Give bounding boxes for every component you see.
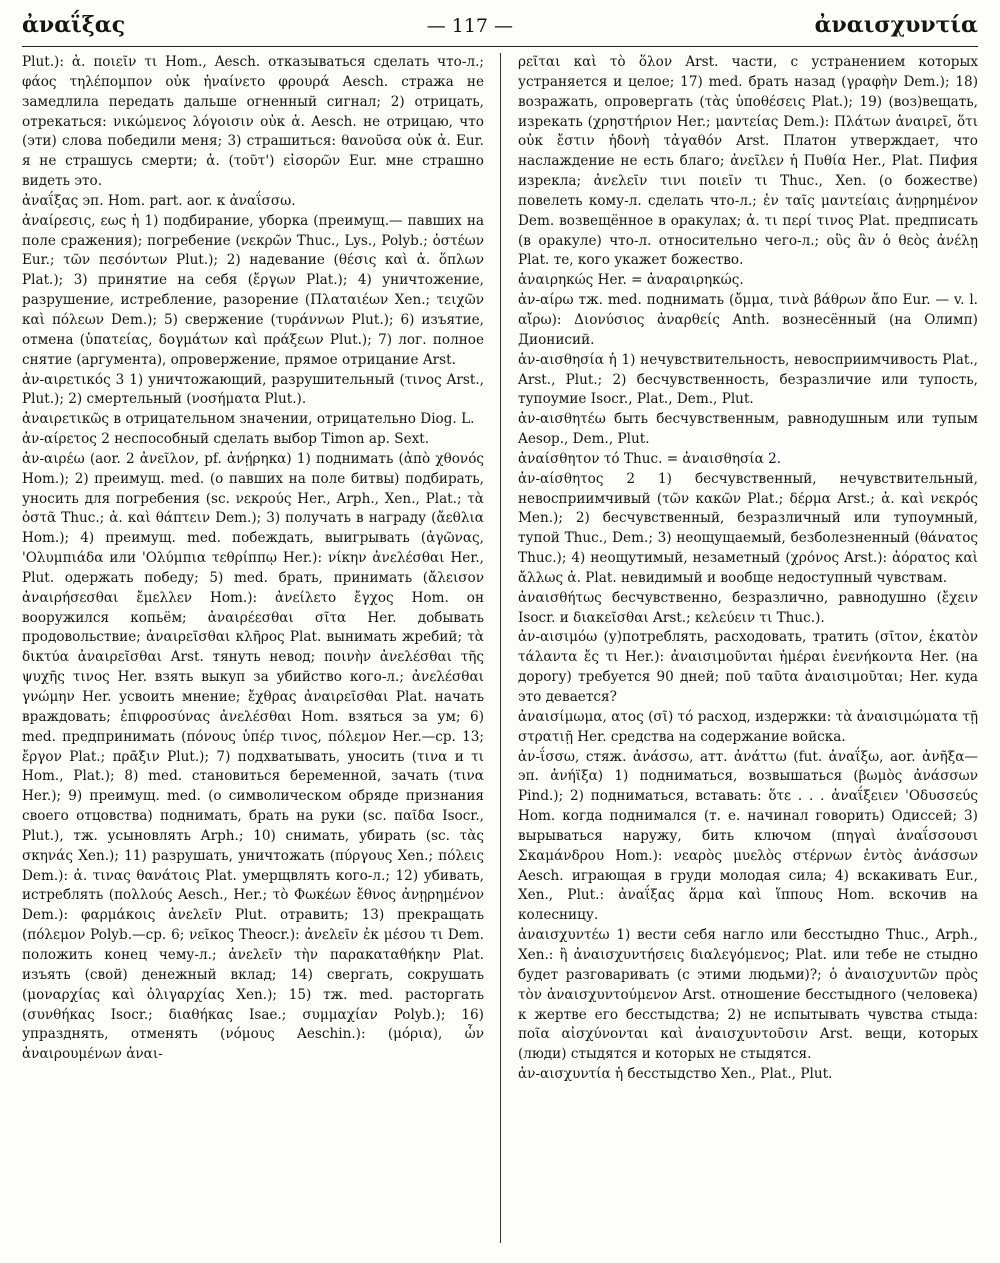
left-column [22,53,488,1243]
entry-anaireo: ἀν-αιρέω (aor. 2 ἀνεῖλον, pf. ἀνῄρηκα) 1) поднимать (ἀπὸ χθονός Hom.); 2) преимущ. med. (о павших на поле битвы) подбирать, уносить для погребения (sc. νεκρούς Her., Arph., Xen., Plat.; τὰ ὀστᾶ Thuc.; ἀ. καὶ θάπτειν Dem.); 3) получать в награду (ἄεθλια Hom.); 4) преимущ. med. побеждать, выигрывать (ἀγῶνας, 'Ολυμπιάδα или 'Ολύμπια τεθρίππῳ Her.): νίκην ἀνελέσθαι Her., Plut. одержать победу; 5) med. брать, принимать (ἄλεισον ἀναιρήσεσθαι ἔμελλεν Hom.): ἀνείλετο ἔγχος Hom. он вооружился копьём; ἀναιρέεσθαι σῖτα Her. добывать продовольствие; ἀναιρεῖσθαι κλῆρος Plat. вынимать жребий; τὰ δικτύα ἀναιρεῖσθαι Arst. тянуть невод; ποινὴν ἀνελέσθαι τῆς ψυχῆς τινος Her. взять выкуп за убийство кого-л.; ἀνελέσθαι γνώμην Her. усвоить мнение; ἔχθρας ἀναιρεῖσθαι Plat. начать враждовать; ἐπιφροσύνας ἀνελέσθαι Hom. взяться за ум; 6) med. предпринимать (πόνους ὑπέρ τινος, πόλεμον Her.—ср. 13; ἔργον Plat.; πρᾶξιν Plut.); 7) подхватывать, уносить (τινα и τι Hom., Plat.); 8) med. становиться беременной, зачать (τινα Her.); 9) преимущ. med. (о символическом обряде признания своего отцовства) поднимать, брать на руки (sc. παῖδα Isocr., Plut.), тж. усыновлять Arph.; 10) снимать, убирать (sc. τὰς σκηνάς Xen.); 11) разрушать, уничтожать (πύργους Xen.; πόλεις Dem.): ἀ. τινας θανάτοις Plat. умерщвлять кого-л.; 12) убивать, истреблять (πολλούς Aesch., Her.; τὸ Φωκέων ἔθνος ἀνῃρημένον Dem.): φαρμάκοις ἀνελεῖν Plut. отравить; 13) прекращать (πόλεμον Polyb.—ср. 6; νεῖκος Theocr.): ἀνελεῖν ἐκ μέσου τι Dem. положить конец чему-л.; ἀνελεῖν τὴν παρακαταθήκην Plat. изъять (свой) денежный вклад; 14) свергать, сокрушать (μοναρχίας καὶ ὀλιγαρχίας Xen.); 15) тж. med. расторгать (συνθήκας Isocr.; διαθήκας Isae.; συμμαχίαν Polyb.); 16) упразднять, отменять (νόμους Aeschin.): (μόρια), ὧν ἀναιρουμένων ἀναι- [22,450,484,1063]
entry-anaischuntia: ἀν-αισχυντία ἡ бесстыдство Xen., Plat., Plut. [518,1066,833,1083]
entry-anairo: ἀν-αίρω тж. med. поднимать (ὄμμα, τινὰ βάθρων ἄπο Eur. — v. l. αἴρω): Διονύσιος ἀναρθείς Anth. вознесённый (на Олимп) Дионисий. [518,292,978,348]
entry-continuation: Plut.): ἀ. ποιεῖν τι Hom., Aesch. отказываться сделать что-л.; φάος τηλέπομπον οὐκ ἠναίνετο φρουρά Aesch. стража не замедлила передать дальше огненный сигнал; 2) отрицать, отрекаться: νικώμενος λόγοισιν οὐκ ἀ. Aesch. не отрицаю, что (эти) слова победили меня; 3) страшиться: θανοῦσα οὐκ ἀ. Eur. я не страшусь смерти; ἀ. (τοῦτ') εἰσορῶν Eur. мне страшно видеть это. [22,54,484,190]
entry-anaisthesia: ἀν-αισθησία ἡ 1) нечувствительность, невосприимчивость Plat., Arst., Plut.; 2) бесчувственность, безразличие или тупость, тупоумие Isocr., Plat., Dem., Plut. [518,351,978,408]
right-column [512,53,978,1243]
left-running-headword: ἀναΐξας [22,12,126,38]
entry-anairetikos: ἀν-αιρετικός 3 1) уничтожающий, разрушительный (τινος Arst., Plut.); 2) смертельный (νοσήματα Plut.). [22,371,484,408]
entry-anaixas: ἀναΐξας эп. Hom. part. aor. к ἀναΐσσω. [22,192,296,209]
entry-anaisso: ἀν-ΐσσω, стяж. ἀνάσσω, атт. ἀνάττω (fut. ἀναΐξω, aor. ἀνῆξα—эп. ἀνήϊξα) 1) подниматься, возвышаться (βωμὸς ἀνάσσων Pind.); 2) подниматься, вставать: ὅτε . . . ἀναΐξειεν 'Οδυσσεύς Hom. когда поднимался (т. е. начинал говорить) Одиссей; 3) вырываться наружу, бить ключом (πηγαὶ ἀναΐσσουσι Σκαμάνδρου Hom.): νεαρὸς μυελὸς στέρνων ἐντὸς ἀνάσσων Aesch. играющая в груди молодая сила; 4) вскакивать Eur., Xen., Plut.: ἀναΐξας ἅρμα καὶ ἵππους Hom. вскочив на колесницу. [518,748,978,924]
entry-anaisimoma: ἀναισίμωμα, ατος (σῖ) τό расход, издержки: τὰ ἀναισιμώματα τῇ στρατιῇ Her. средства на содержание войска. [518,708,978,745]
entry-anairetos: ἀν-αίρετος 2 неспособный сделать выбор Timon ap. Sext. [22,431,430,448]
two-column-body [22,53,978,1243]
entry-anaistheteo: ἀν-αισθητέω быть бесчувственным, равнодушным или тупым Aesop., Dem., Plut. [518,411,978,448]
entry-anaisthetos: ἀν-αίσθητος 2 1) бесчувственный, нечувствительный, невосприимчивый (τῶν κακῶν Plat.; δέρμα Arst.; ἀ. καὶ νεκρός Men.); 2) бесчувственный, безразличный или тупоумный, тупой Thuc., Dem.; 3) неощущаемый, безболезненный (θάνατος Thuc.); 4) неощутимый, незаметный (χρόνος Arst.): ἀόρατος καὶ ἄλλως ἀ. Plat. невидимый и вообще недоступный чувствам. [518,470,978,586]
entry-anaisimoo: ἀν-αισιμόω (у)потреблять, расходовать, тратить (σῖτον, ἑκατὸν τάλαντα ἔς τι Her.): ἀναισιμοῦνται ἡμέραι ἐνενήκοντα Her. (на дорогу) требуется 90 дней; ποῦ ταῦτα ἀναισιμοῦται; Her. куда это девается? [518,629,978,705]
entry-anaisthetos-adv: ἀναισθήτως бесчувственно, безразлично, равнодушно (ἔχειν Isocr. и διακεῖσθαι Arst.; κελεύειν τι Thuc.). [518,589,978,626]
entry-anaischunteo: ἀναισχυντέω 1) вести себя нагло или бесстыдно Thuc., Arph., Xen.: ἢ ἀναισχυντήσεις διαλεγόμενος; Plat. или тебе не стыдно будет разговаривать (с этими людьми)?; ὁ ἀναισχυντῶν πρὸς τὸν ἀναισχυντούμενον Arst. отношение бесстыдного (человека) к жертве его бесстыдства; 2) не испытывать чувства стыда: ποῖα αἰσχύνονται καὶ ἀναισχυντοῦσιν Arst. вещи, которых (люди) стыдятся и которых не стыдятся. [518,927,978,1063]
entry-anairekos: ἀναιρηκώς Her. = ἀναραιρηκώς. [518,272,744,289]
right-running-headword: ἀναισχυντία [814,12,978,38]
entry-anairesis: ἀναίρεσις, εως ἡ 1) подбирание, уборка (преимущ.— павших на поле сражения); погребение (νεκρῶν Thuc., Lys., Polyb.; ὀστέων Eur.; τῶν πεσόντων Plut.); 2) надевание (θέσις καὶ ἀ. ὅπλων Plat.); 3) принятие на себя (ἔργων Plat.); 4) уничтожение, разрушение, истребление, разорение (Πλαταιέων Xen.; τειχῶν καὶ πόλεων Dem.); 5) свержение (τυράννων Plut.); 6) изъятие, отмена (ὑπατείας, δογμάτων καὶ πράξεων Plut.); 7) лог. полное снятие (аргумента), опровержение, прямое отрицание Arst. [22,212,484,368]
page-header [22,12,978,47]
entry-anaireo-continued: ρεῖται καὶ τὸ ὅλον Arst. части, с устранением которых устраняется и целое; 17) med. брать назад (γραφὴν Dem.); 18) возражать, опровергать (τὰς ὑποθέσεις Plat.); 19) (воз)вещать, изрекать (χρηστήριον Her.; μαντείας Dem.): Πλάτων ἀναιρεῖ, ὅτι οὐκ ἔστιν ἡδονὴ τἀγαθόν Arst. Платон утверждает, что наслаждение не есть благо; ἀνεῖλεν ἡ Πυθία Her., Plat. Пифия изрекла; ἀνελεῖν τινι ποιεῖν τι Thuc., Xen. (о божестве) повелеть кому-л. сделать что-л.; ἐν ταῖς μαντείαις ἀνῃρημένον Dem. возвещённое в оракулах; ἀ. τι περί τινος Plat. предписать (в оракуле) что-л. относительно чего-л.; οὓς ἂν ὁ θεὸς ἀνέλῃ Plat. те, кого укажет божество. [518,54,978,269]
entry-anairetikos-adv: ἀναιρετικῶς в отрицательном значении, отрицательно Diog. L. [22,411,475,428]
column-divider [500,53,501,1243]
entry-anaistheton: ἀναίσθητον τό Thuc. = ἀναισθησία 2. [518,450,782,467]
page-number: — 117 — [426,15,514,37]
